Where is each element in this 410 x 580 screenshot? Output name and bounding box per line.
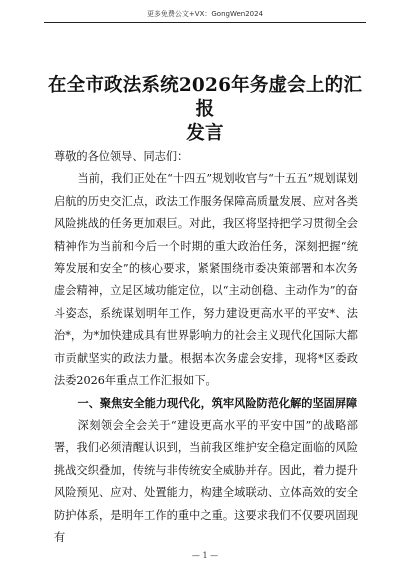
- intro-paragraph: 当前，我们正处在“十四五”规划收官与“十五五”规划谋划启航的历史交汇点，政法工作服务保障高质量发展、应对各类风险挑战的任务更加艰巨。对此，我区将坚持把学习贯彻全会精神作为当前和今后一个时期的重大政治任务，深刻把握“统筹发展和安全”的核心要求，紧紧围绕市委决策部署和本次务虚会精神，立足区域功能定位，以“主动创稳、主动作为”的奋斗姿态，系统谋划明年工作，努力建设更高水平的平安*、法治*，为*加快建成具有世界影响力的社会主义现代化国际大都市贡献坚实的政法力量。根据本次务虚会安排，现将*区委政法委2026年重点工作汇报如下。: [54, 172, 358, 388]
- salutation: 尊敬的各位领导、同志们：: [54, 150, 189, 163]
- document-title: [40, 74, 370, 146]
- page-footer: [0, 551, 410, 560]
- page-header: [0, 9, 410, 19]
- header-divider: [44, 22, 366, 23]
- header-text: 更多免费公文+VX：GongWen2024: [146, 10, 264, 18]
- section-heading: 一、聚焦安全能力现代化，筑牢风险防范化解的坚固屏障: [77, 396, 358, 411]
- title-line-1: 在全市政法系统2026年务虚会上的汇报: [47, 75, 363, 120]
- document-body: [54, 146, 358, 549]
- title-line-2: 发言: [186, 123, 224, 144]
- section-paragraph: 深刻领会全会关于“建设更高水平的平安中国”的战略部署，我们必须清醒认识到，当前我区维护安全稳定面临的风险挑战交织叠加，传统与非传统安全威胁并存。因此，着力提升风险预见、应对、处置能力，构建全域联动、立体高效的安全防护体系，是明年工作的重中之重。这要求我们不仅要巩固现有: [54, 418, 358, 544]
- page-number: — 1 —: [191, 551, 219, 560]
